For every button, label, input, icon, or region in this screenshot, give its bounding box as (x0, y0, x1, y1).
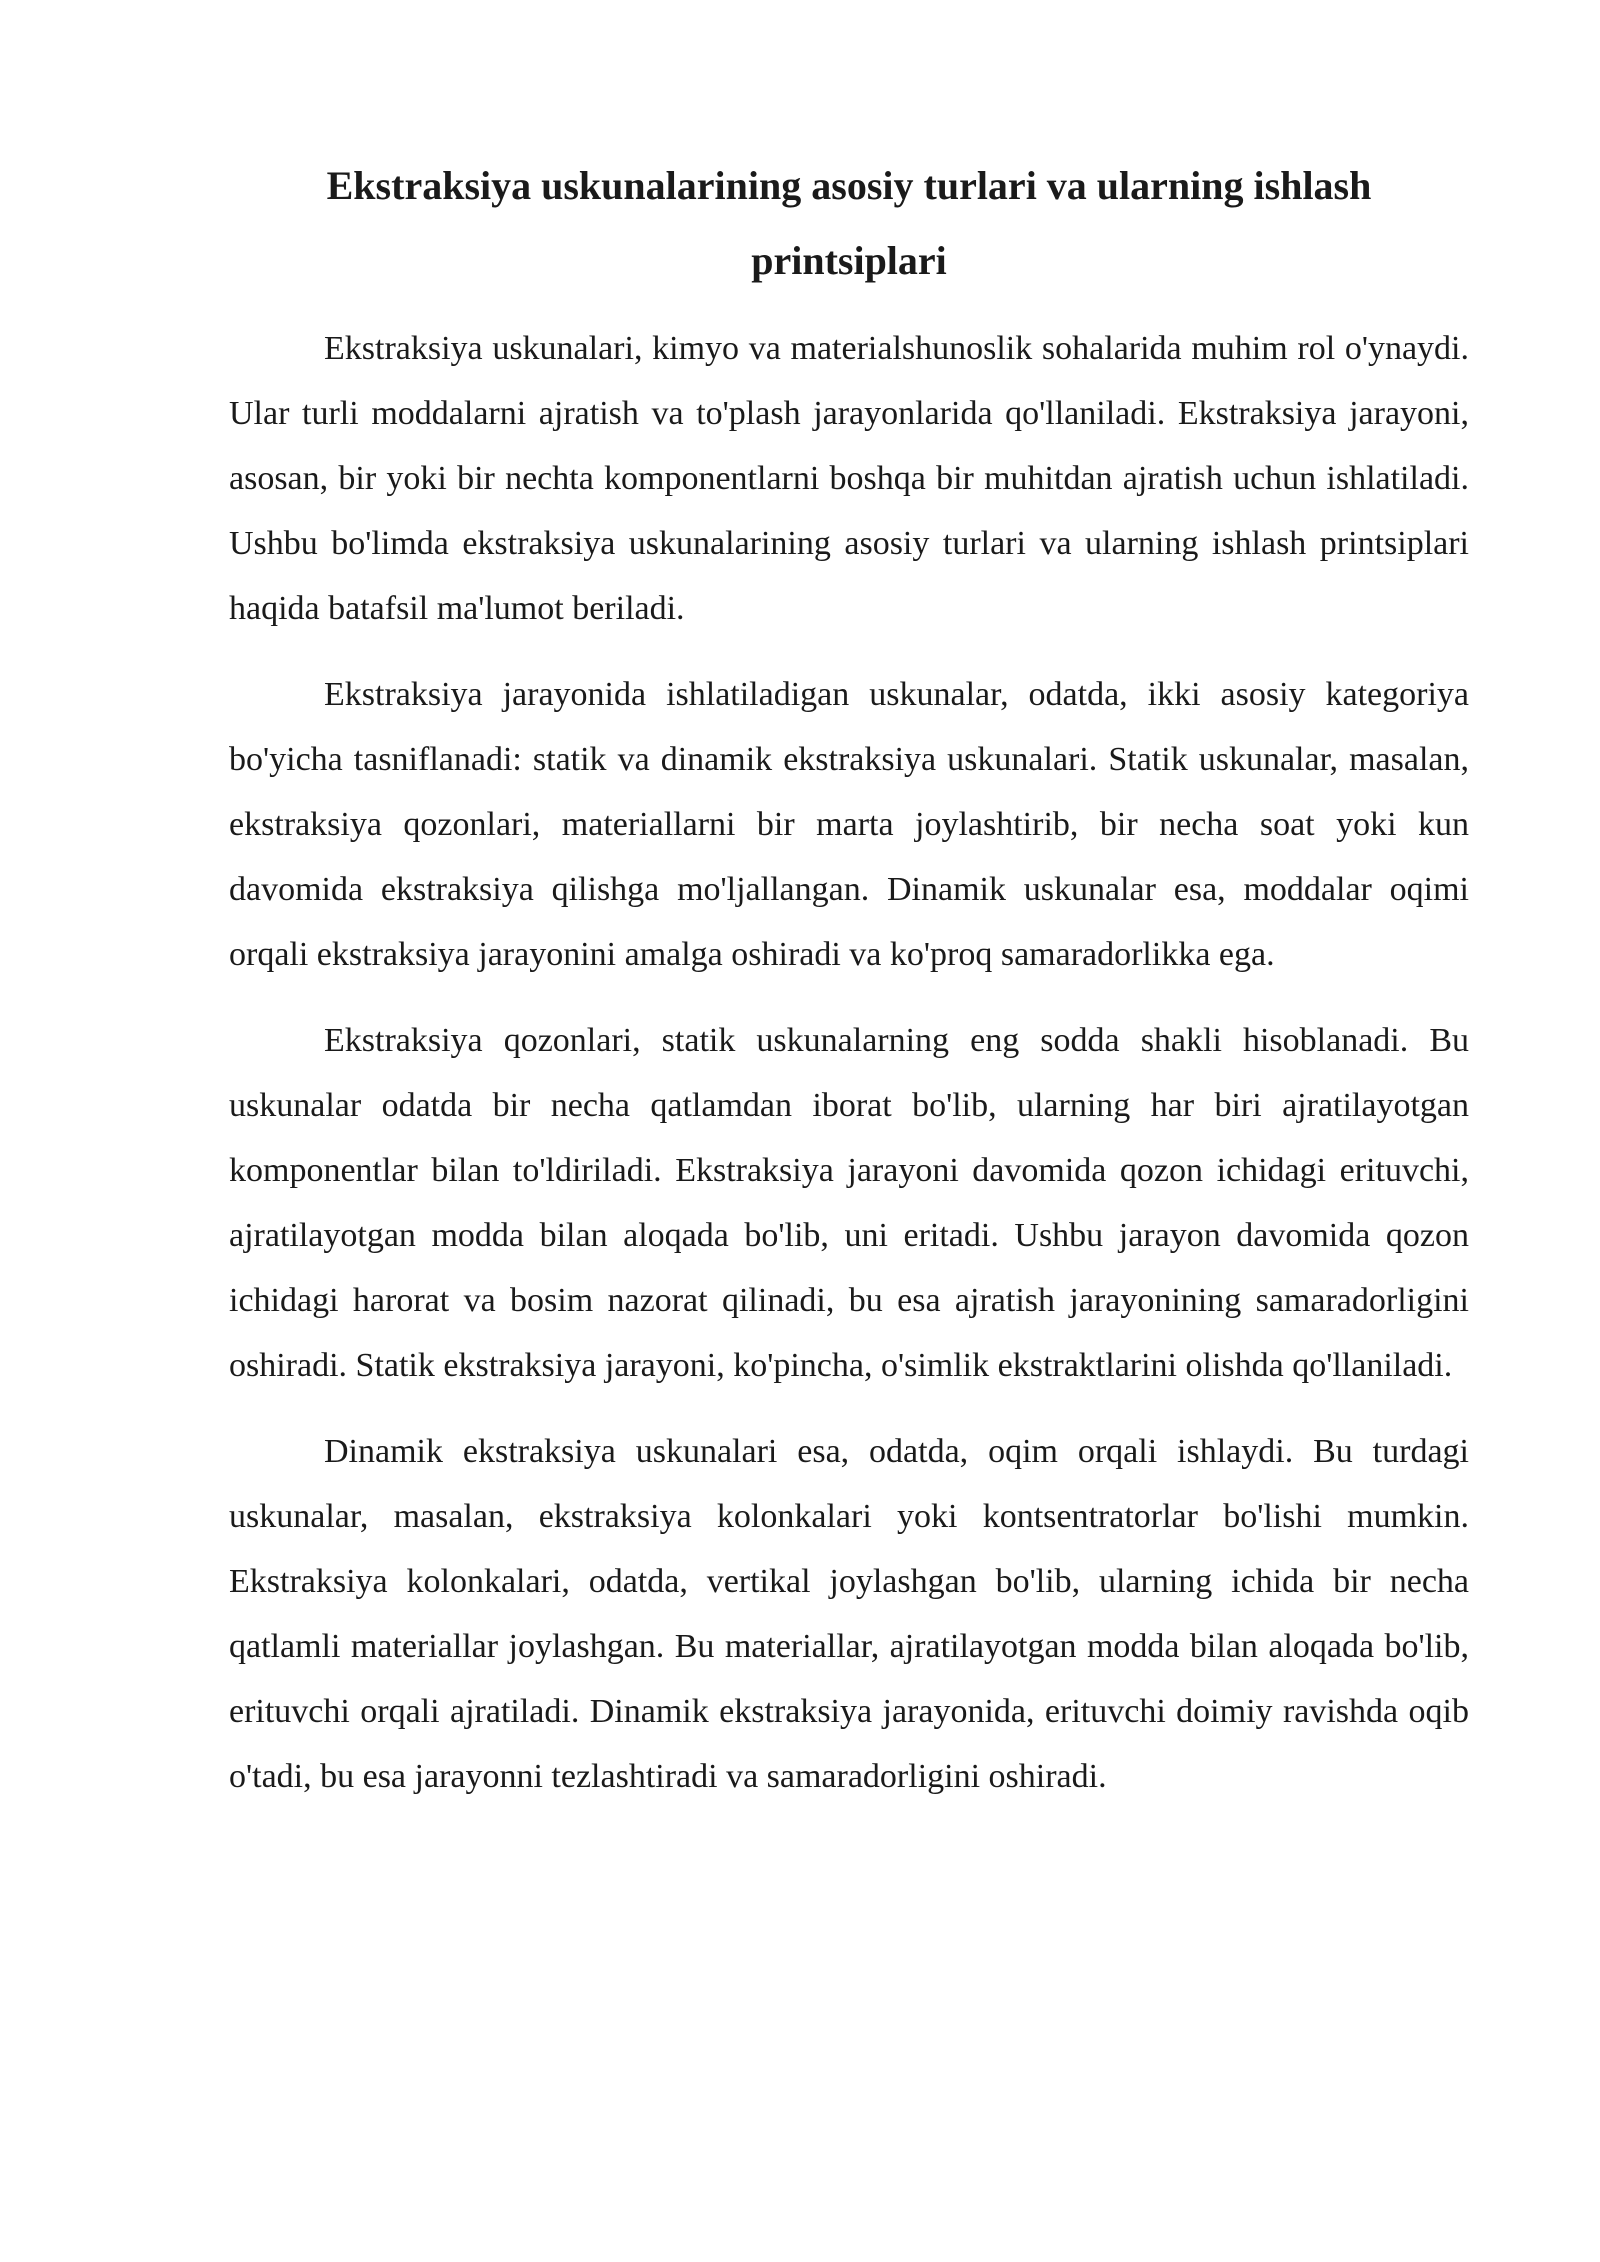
document-title: Ekstraksiya uskunalarining asosiy turlari va ularning ishlash printsiplari (326, 163, 1372, 283)
paragraph-1: Ekstraksiya uskunalari, kimyo va materialshunoslik sohalarida muhim rol o'ynaydi. Ular turli moddalarni ajratish va to'plash jarayonlarida qo'llaniladi. Ekstraksiya jarayoni, asosan, bir yoki bir nechta komponentlarni boshqa bir muhitdan ajratish uchun ishlatiladi. Ushbu bo'limda ekstraksiya uskunalarining asosiy turlari va ularning ishlash printsiplari haqida batafsil ma'lumot beriladi. (229, 330, 1469, 627)
document-page (229, 148, 1469, 1830)
paragraph-4: Dinamik ekstraksiya uskunalari esa, odatda, oqim orqali ishlaydi. Bu turdagi uskunalar, masalan, ekstraksiya kolonkalari yoki kontsentratorlar bo'lishi mumkin. Ekstraksiya kolonkalari, odatda, vertikal joylashgan bo'lib, ularning ichida bir necha qatlamli materiallar joylashgan. Bu materiallar, ajratilayotgan modda bilan aloqada bo'lib, erituvchi orqali ajratiladi. Dinamik ekstraksiya jarayonida, erituvchi doimiy ravishda oqib o'tadi, bu esa jarayonni tezlashtiradi va samaradorligini oshiradi. (229, 1433, 1469, 1795)
paragraph-2: Ekstraksiya jarayonida ishlatiladigan uskunalar, odatda, ikki asosiy kategoriya bo'yicha tasniflanadi: statik va dinamik ekstraksiya uskunalari. Statik uskunalar, masalan, ekstraksiya qozonlari, materiallarni bir marta joylashtirib, bir necha soat yoki kun davomida ekstraksiya qilishga mo'ljallangan. Dinamik uskunalar esa, moddalar oqimi orqali ekstraksiya jarayonini amalga oshiradi va ko'proq samaradorlikka ega. (229, 676, 1469, 973)
paragraph-3: Ekstraksiya qozonlari, statik uskunalarning eng sodda shakli hisoblanadi. Bu uskunalar odatda bir necha qatlamdan iborat bo'lib, ularning har biri ajratilayotgan komponentlar bilan to'ldiriladi. Ekstraksiya jarayoni davomida qozon ichidagi erituvchi, ajratilayotgan modda bilan aloqada bo'lib, uni eritadi. Ushbu jarayon davomida qozon ichidagi harorat va bosim nazorat qilinadi, bu esa ajratish jarayonining samaradorligini oshiradi. Statik ekstraksiya jarayoni, ko'pincha, o'simlik ekstraktlarini olishda qo'llaniladi. (229, 1022, 1469, 1384)
